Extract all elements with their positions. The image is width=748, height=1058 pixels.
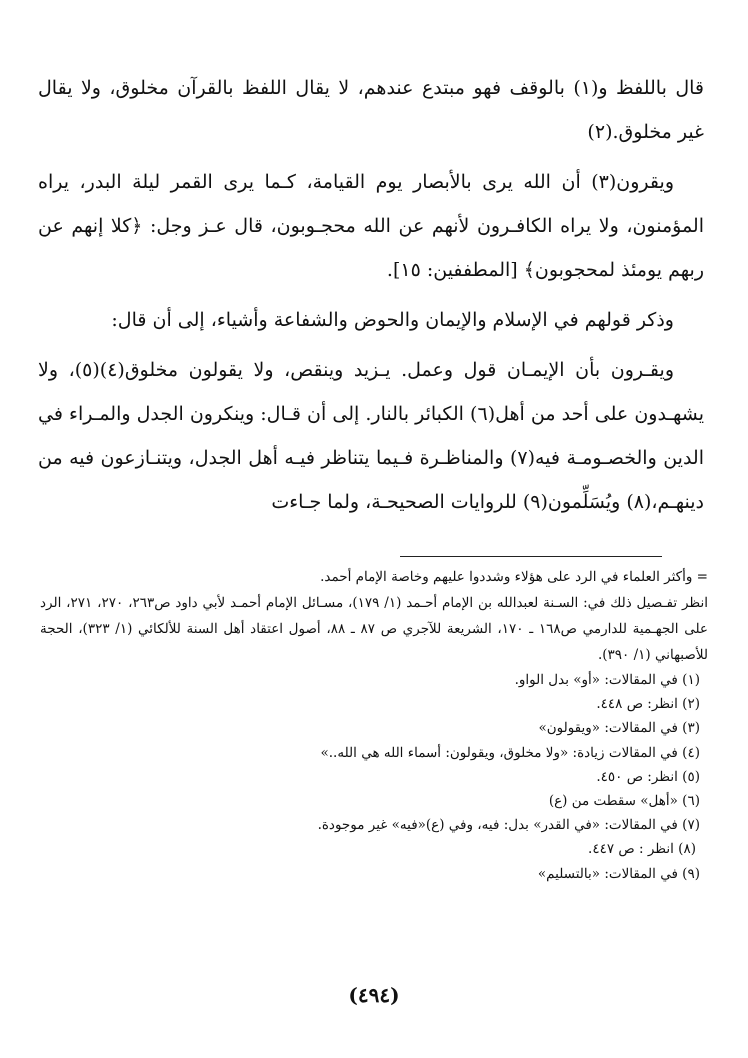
paragraph-3: وذكر قولهم في الإسلام والإيمان والحوض والشفاعة وأشياء، إلى أن قال: <box>111 309 674 331</box>
paragraph-1: قال باللفظ و(١) بالوقف فهو مبتدع عندهم، لا يقال اللفظ بالقرآن مخلوق، ولا يقال غير مخلوق.(٢) <box>38 77 704 143</box>
footnote-item: (٩) في المقالات: «بالتسليم» <box>537 865 700 882</box>
paragraph-2: ويقرون(٣) أن الله يرى بالأبصار يوم القيامة، كـما يرى القمر ليلة البدر، يراه المؤمنون، ولا يراه الكافـرون لأنهم عن الله محجـوبون، قال عـز وجل: ﴿كلا إنهم عن ربهم يومئذ لمحجوبون﴾ [المطففين: ١٥]. <box>38 171 704 281</box>
main-text <box>38 66 704 524</box>
footnote-item: (٦) «أهل» سقطت من (ع) <box>548 793 700 810</box>
footnote-item: (٨) انظر : ص ٤٤٧. <box>588 841 696 858</box>
footnote-item: (٣) في المقالات: «ويقولون» <box>538 720 700 737</box>
footnote-item: (٥) انظر: ص ٤٥٠. <box>596 768 700 785</box>
footnote-references: انظر تفـصيل ذلك في: السـنة لعبدالله بن الإمام أحـمد (١/ ١٧٩)، مسـائل الإمام أحمـد لأبي داود ص٢٦٣، ٢٧٠، ٢٧١، الرد على الجهـمية للدارمي ص١٦٨ ـ ١٧٠، الشريعة للآجري ص ٨٧ ـ ٨٨، أصول اعتقاد أهل السنة للألكائي (١/ ٣٢٣)، الحجة للأصبهاني (١/ ٣٩٠). <box>40 595 708 663</box>
paragraph-4: ويقـرون بأن الإيمـان قول وعمل. يـزيد وينقص، ولا يقولون مخلوق(٤)(٥)، ولا يشهـدون على أحد من أهل(٦) الكبائر بالنار. إلى أن قـال: وينكرون الجدل والمـراء في الدين والخصـومـة فيه(٧) والمناظـرة فـيما يتناظر فيـه أهل الجدل، ويتنـازعون فيه من دينهـم،(٨) ويُسَلِّمون(٩) للروايات الصحيحـة، ولما جـاءت <box>38 359 704 513</box>
footnote-item: (٤) في المقالات زيادة: «ولا مخلوق، ويقولون: أسماء الله هي الله..» <box>320 744 700 761</box>
page-number: (٤٩٤) <box>348 983 400 1007</box>
footnote-item: (٢) انظر: ص ٤٤٨. <box>596 696 700 713</box>
footnotes <box>40 564 708 886</box>
footnote-item: (١) في المقالات: «أو» بدل الواو. <box>514 672 700 688</box>
footnote-item: (٧) في المقالات: «في القدر» بدل: فيه، وفي (ع)«فيه» غير موجودة. <box>317 817 700 834</box>
footnote-list <box>40 668 708 886</box>
footnote-separator <box>400 556 662 557</box>
footnote-continuation: = وأكثر العلماء في الرد على هؤلاء وشددوا عليهم وخاصة الإمام أحمد. <box>320 569 708 585</box>
